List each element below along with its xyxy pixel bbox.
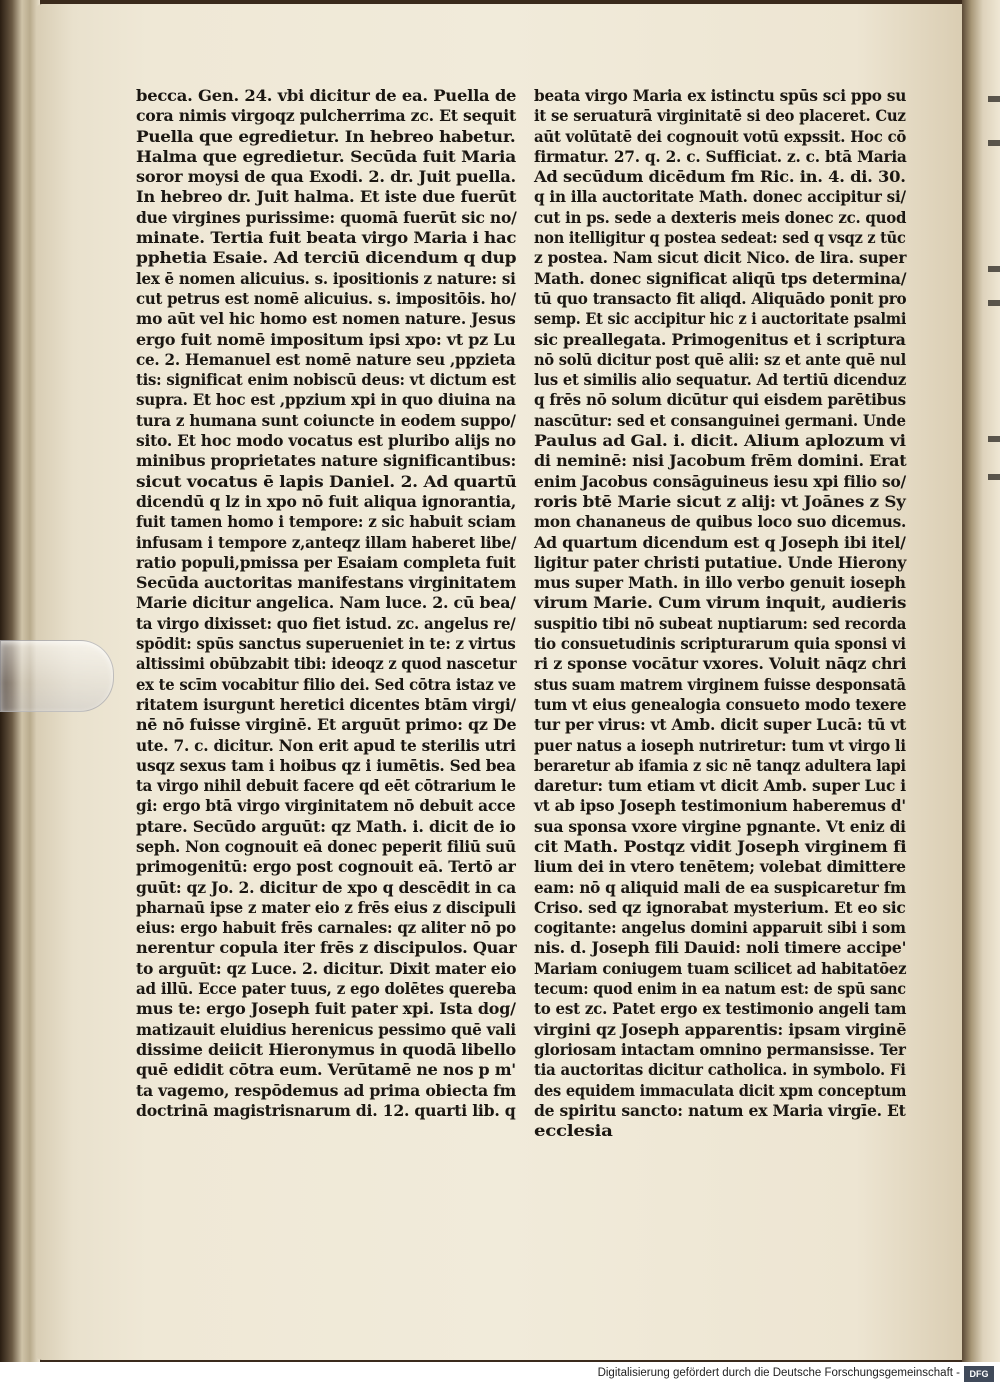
text-line: stus suam matrem virginem fuisse desponsatā: [534, 674, 906, 694]
text-line: lex ē nomen alicuius. s. ipositionis z nature: si: [136, 268, 516, 288]
text-line: ecclesia: [534, 1121, 613, 1141]
text-line: ta vagemo, respōdemus ad prima obiecta fm: [136, 1080, 517, 1100]
text-line: soror moysi de qua Exodi. 2. dr. Juit puella.: [136, 167, 516, 187]
text-line: gloriosam intactam omnino permansisse. Ter: [534, 1039, 906, 1059]
text-line: cora nimis virgoqz pulcherrima zc. Et sequit: [136, 106, 516, 126]
book-edge-right: [962, 0, 1000, 1362]
text-line: non itelligitur q postea sedeat: sed q vsqz z tūc: [534, 228, 906, 248]
text-line: ergo fuit nomē impositum ipsi xpo: vt pz Lu: [136, 329, 516, 349]
footer-credit: Digitalisierung gefördert durch die Deutsche Forschungsgemeinschaft -: [597, 1367, 960, 1379]
text-line: Ad secūdum dicēdum fm Ric. in. 4. di. 30.: [534, 167, 906, 187]
text-line: lus et similis alio sequatur. Ad tertiū dicenduz: [534, 370, 907, 390]
text-line: to est zc. Patet ergo ex testimonio angeli tam: [534, 999, 907, 1019]
text-line: ratio populi,pmissa per Esaiam completa fuit: [136, 552, 516, 572]
text-line: nō solū dicitur post quē alii: sz et ante quē nul: [534, 349, 906, 369]
text-line: nascūtur: sed et consanguinei germani. Unde: [534, 410, 906, 430]
text-line: tur per virus: vt Amb. dicit super Lucā: tū vt: [534, 715, 907, 735]
text-line: becca. Gen. 24. vbi dicitur de ea. Puella de: [136, 86, 517, 105]
text-line: ta virgo dixisset: quo fiet istud. zc. angelus re/: [136, 613, 516, 633]
text-line: daretur: tum etiam vt dicit Amb. super Luc i: [534, 776, 906, 796]
text-line: Secūda auctoritas manifestans virginitatem: [136, 573, 517, 593]
text-line: ri z sponse vocātur vxores. Voluit nāqz chri: [534, 654, 907, 674]
text-line: primogenitū: ergo post cognouit eā. Tertō ar: [136, 857, 516, 877]
text-line: gi: ergo btā virgo virginitatem nō debuit acce: [136, 796, 516, 816]
text-line: lium dei in vtero tenētem; volebat dimittere: [534, 857, 906, 877]
text-line: di neminē: nisi Jacobum frēm domini. Erat: [534, 451, 907, 471]
text-line: fuit tamen homo i tempore: z sic habuit sciam: [136, 512, 516, 532]
text-line: q frēs nō solum dicūtur qui eisdem parētibus: [534, 390, 906, 410]
text-line: dissime deiicit Hieronymus in quodā libello: [136, 1039, 516, 1059]
text-line: suspitio tibi nō subeat nuptiarum: sed recorda: [534, 613, 907, 633]
text-line: aūt volūtatē dei cognouit votū expssit. Hoc cō: [534, 126, 907, 146]
text-line: due virgines purissime: quomā fuerūt sic no/: [136, 207, 517, 227]
text-line: ptare. Secūdo arguūt: qz Math. i. dicit de io: [136, 816, 516, 836]
text-line: sic preallegata. Primogenitus et i scriptura: [534, 329, 906, 349]
text-line: sicut vocatus ē lapis Daniel. 2. Ad quartū: [136, 471, 517, 491]
text-line: tio consuetudinis scripturarum quia sponsi vi: [534, 634, 906, 654]
text-line: nis. d. Joseph fili Dauid: noli timere accipe': [534, 938, 907, 958]
text-line: ligitur pater christi putatiue. Unde Hierony: [534, 552, 907, 572]
text-line: it se seruaturā virginitatē si deo placeret. Cuz: [534, 106, 906, 126]
text-line: spōdit: spūs sanctus superueniet in te: z virtus: [136, 634, 516, 654]
text-line: z postea. Nam sicut dicit Nico. de lira. super: [534, 248, 907, 268]
text-line: matizauit eluidius herenicus pessimo quē vali: [136, 1019, 516, 1039]
text-line: quē edidit cōtra eum. Verūtamē ne nos p m': [136, 1060, 516, 1080]
text-line: des equidem immaculata dicit xpm conceptum: [534, 1080, 907, 1100]
text-line: minate. Tertia fuit beata virgo Maria i hac: [136, 228, 517, 248]
text-line: supra. Et hoc est ,ppzium xpi in quo diuina na: [136, 390, 516, 410]
text-line: virgini qz Joseph apparentis: ipsam virginē: [534, 1019, 907, 1039]
right-text-column: [534, 86, 906, 1141]
footer: [0, 1362, 1000, 1387]
text-line: cogitante: angelus domini apparuit sibi i som: [534, 918, 906, 938]
text-line: Mariam coniugem tuam scilicet ad habitatōez: [534, 958, 907, 978]
text-line: doctrinā magistrisnarum di. 12. quarti lib. q: [136, 1100, 516, 1120]
text-line: to arguūt: qz Luce. 2. dicitur. Dixit mater eio: [136, 958, 517, 978]
text-line: Halma que egredietur. Secūda fuit Maria: [136, 146, 516, 166]
text-line: Puella que egredietur. In hebreo habetur.: [136, 126, 516, 146]
text-line: firmatur. 27. q. 2. c. Sufficiat. z. c. btā Maria: [534, 146, 907, 166]
text-line: nē nō fuisse virginē. Et arguūt primo: qz De: [136, 715, 517, 735]
text-line: de spiritu sancto: natum ex Maria virgīe. Et: [534, 1100, 906, 1120]
page-clip: [0, 640, 114, 712]
text-line: tura z humana sunt coiuncte in eodem suppo/: [136, 410, 516, 430]
text-line: cut in ps. sede a dexteris meis donec zc. quod: [534, 207, 907, 227]
text-line: mon chananeus de quibus loco suo dicemus.: [534, 512, 907, 532]
text-line: Math. donec significat aliqū tps determina/: [534, 268, 907, 288]
text-line: cit Math. Postqz vidit Joseph virginem fi: [534, 836, 907, 856]
dfg-logo-icon: DFG: [964, 1366, 994, 1382]
text-line: minibus proprietates nature significantibus:: [136, 451, 517, 471]
text-line: pharnaū ipse z mater eio z frēs eius z discipuli: [136, 897, 516, 917]
text-line: enim Jacobus consāguineus iesu xpi filio so/: [534, 471, 906, 491]
left-text-column: [136, 86, 516, 1121]
text-line: Criso. sed qz ignorabat mysterium. Et eo sic: [534, 897, 906, 917]
text-line: ta virgo nihil debuit facere qd eēt cōtrarium le: [136, 776, 516, 796]
text-line: usqz sexus tam i hoibus qz i iumētis. Sed bea: [136, 755, 516, 775]
text-line: ritatem isurgunt heretici dicentes btām virgi/: [136, 694, 516, 714]
text-line: seph. Non cognouit eā donec peperit filiū suū: [136, 836, 516, 856]
text-line: Marie dicitur angelica. Nam luce. 2. cū bea/: [136, 593, 516, 613]
text-line: virum Marie. Cum virum inquit, audieris: [534, 593, 907, 613]
text-line: ad illū. Ecce pater tuus, z ego dolētes quereba: [136, 979, 517, 999]
text-line: sito. Et hoc modo vocatus est pluribo alijs no: [136, 431, 516, 451]
text-line: sua sponsa vxore virgine pgnante. Vt eniz di: [534, 816, 906, 836]
text-line: nerentur copula iter frēs z discipulos. Quar: [136, 938, 517, 958]
text-line: eam: nō q aliquid mali de ea suspicaretur fm: [534, 877, 906, 897]
text-line: ex te scīm vocabitur filio dei. Sed cōtra istaz ve: [136, 674, 516, 694]
text-line: tū quo transacto fit aliqd. Aliquādo ponit pro: [534, 288, 907, 308]
text-line: q in illa auctoritate Math. donec accipitur si/: [534, 187, 906, 207]
text-line: beata virgo Maria ex istinctu spūs sci ppo su: [534, 86, 907, 105]
text-line: In hebreo dr. Juit halma. Et iste due fuerūt: [136, 187, 517, 207]
text-line: roris btē Marie sicut z alij: vt Joānes z Sy: [534, 491, 906, 511]
text-line: mo aūt vel hic homo est nomen nature. Jesus: [136, 309, 516, 329]
text-line: altissimi obūbzabit tibi: ideoqz z quod nascetur: [136, 654, 517, 674]
text-line: mus super Math. in illo verbo genuit ioseph: [534, 573, 906, 593]
text-line: infusam i tempore z,anteqz illam haberet libe/: [136, 532, 517, 552]
text-line: puer natus a ioseph nutriretur: tum vt virgo li: [534, 735, 906, 755]
text-line: pphetia Esaie. Ad terciū dicendum q dup: [136, 248, 517, 268]
text-line: guūt: qz Jo. 2. dicitur de xpo q descēdit in ca: [136, 877, 516, 897]
text-line: cut petrus est nomē alicuius. s. impositōis. ho/: [136, 288, 516, 308]
text-line: tum vt eius genealogia consueto modo texere: [534, 694, 907, 714]
text-line: semp. Et sic accipitur hic z i auctoritate psalmi: [534, 309, 907, 329]
text-line: vt ab ipso Joseph testimonium haberemus d': [534, 796, 906, 816]
text-line: mus te: ergo Joseph fuit pater xpi. Ista dog/: [136, 999, 516, 1019]
text-line: dicendū q lz in xpo nō fuit aliqua ignorantia,: [136, 491, 517, 511]
text-line: tecum: quod enim in ea natum est: de spū sanc: [534, 979, 906, 999]
text-line: tia auctoritas dicitur catholica. in symbolo. Fi: [534, 1060, 906, 1080]
text-line: ce. 2. Hemanuel est nomē nature seu ,ppzieta: [136, 349, 516, 369]
text-line: ute. 7. c. dicitur. Non erit apud te sterilis utri: [136, 735, 516, 755]
text-line: tis: significat enim nobiscū deus: vt dictum est: [136, 370, 516, 390]
text-line: Paulus ad Gal. i. dicit. Alium aplozum vi: [534, 431, 906, 451]
text-line: eius: ergo habuit frēs carnales: qz aliter nō po: [136, 918, 517, 938]
text-line: Ad quartum dicendum est q Joseph ibi itel/: [534, 532, 906, 552]
text-line: beraretur ab ifamia z sic nē tanqz adultera lapi: [534, 755, 906, 775]
